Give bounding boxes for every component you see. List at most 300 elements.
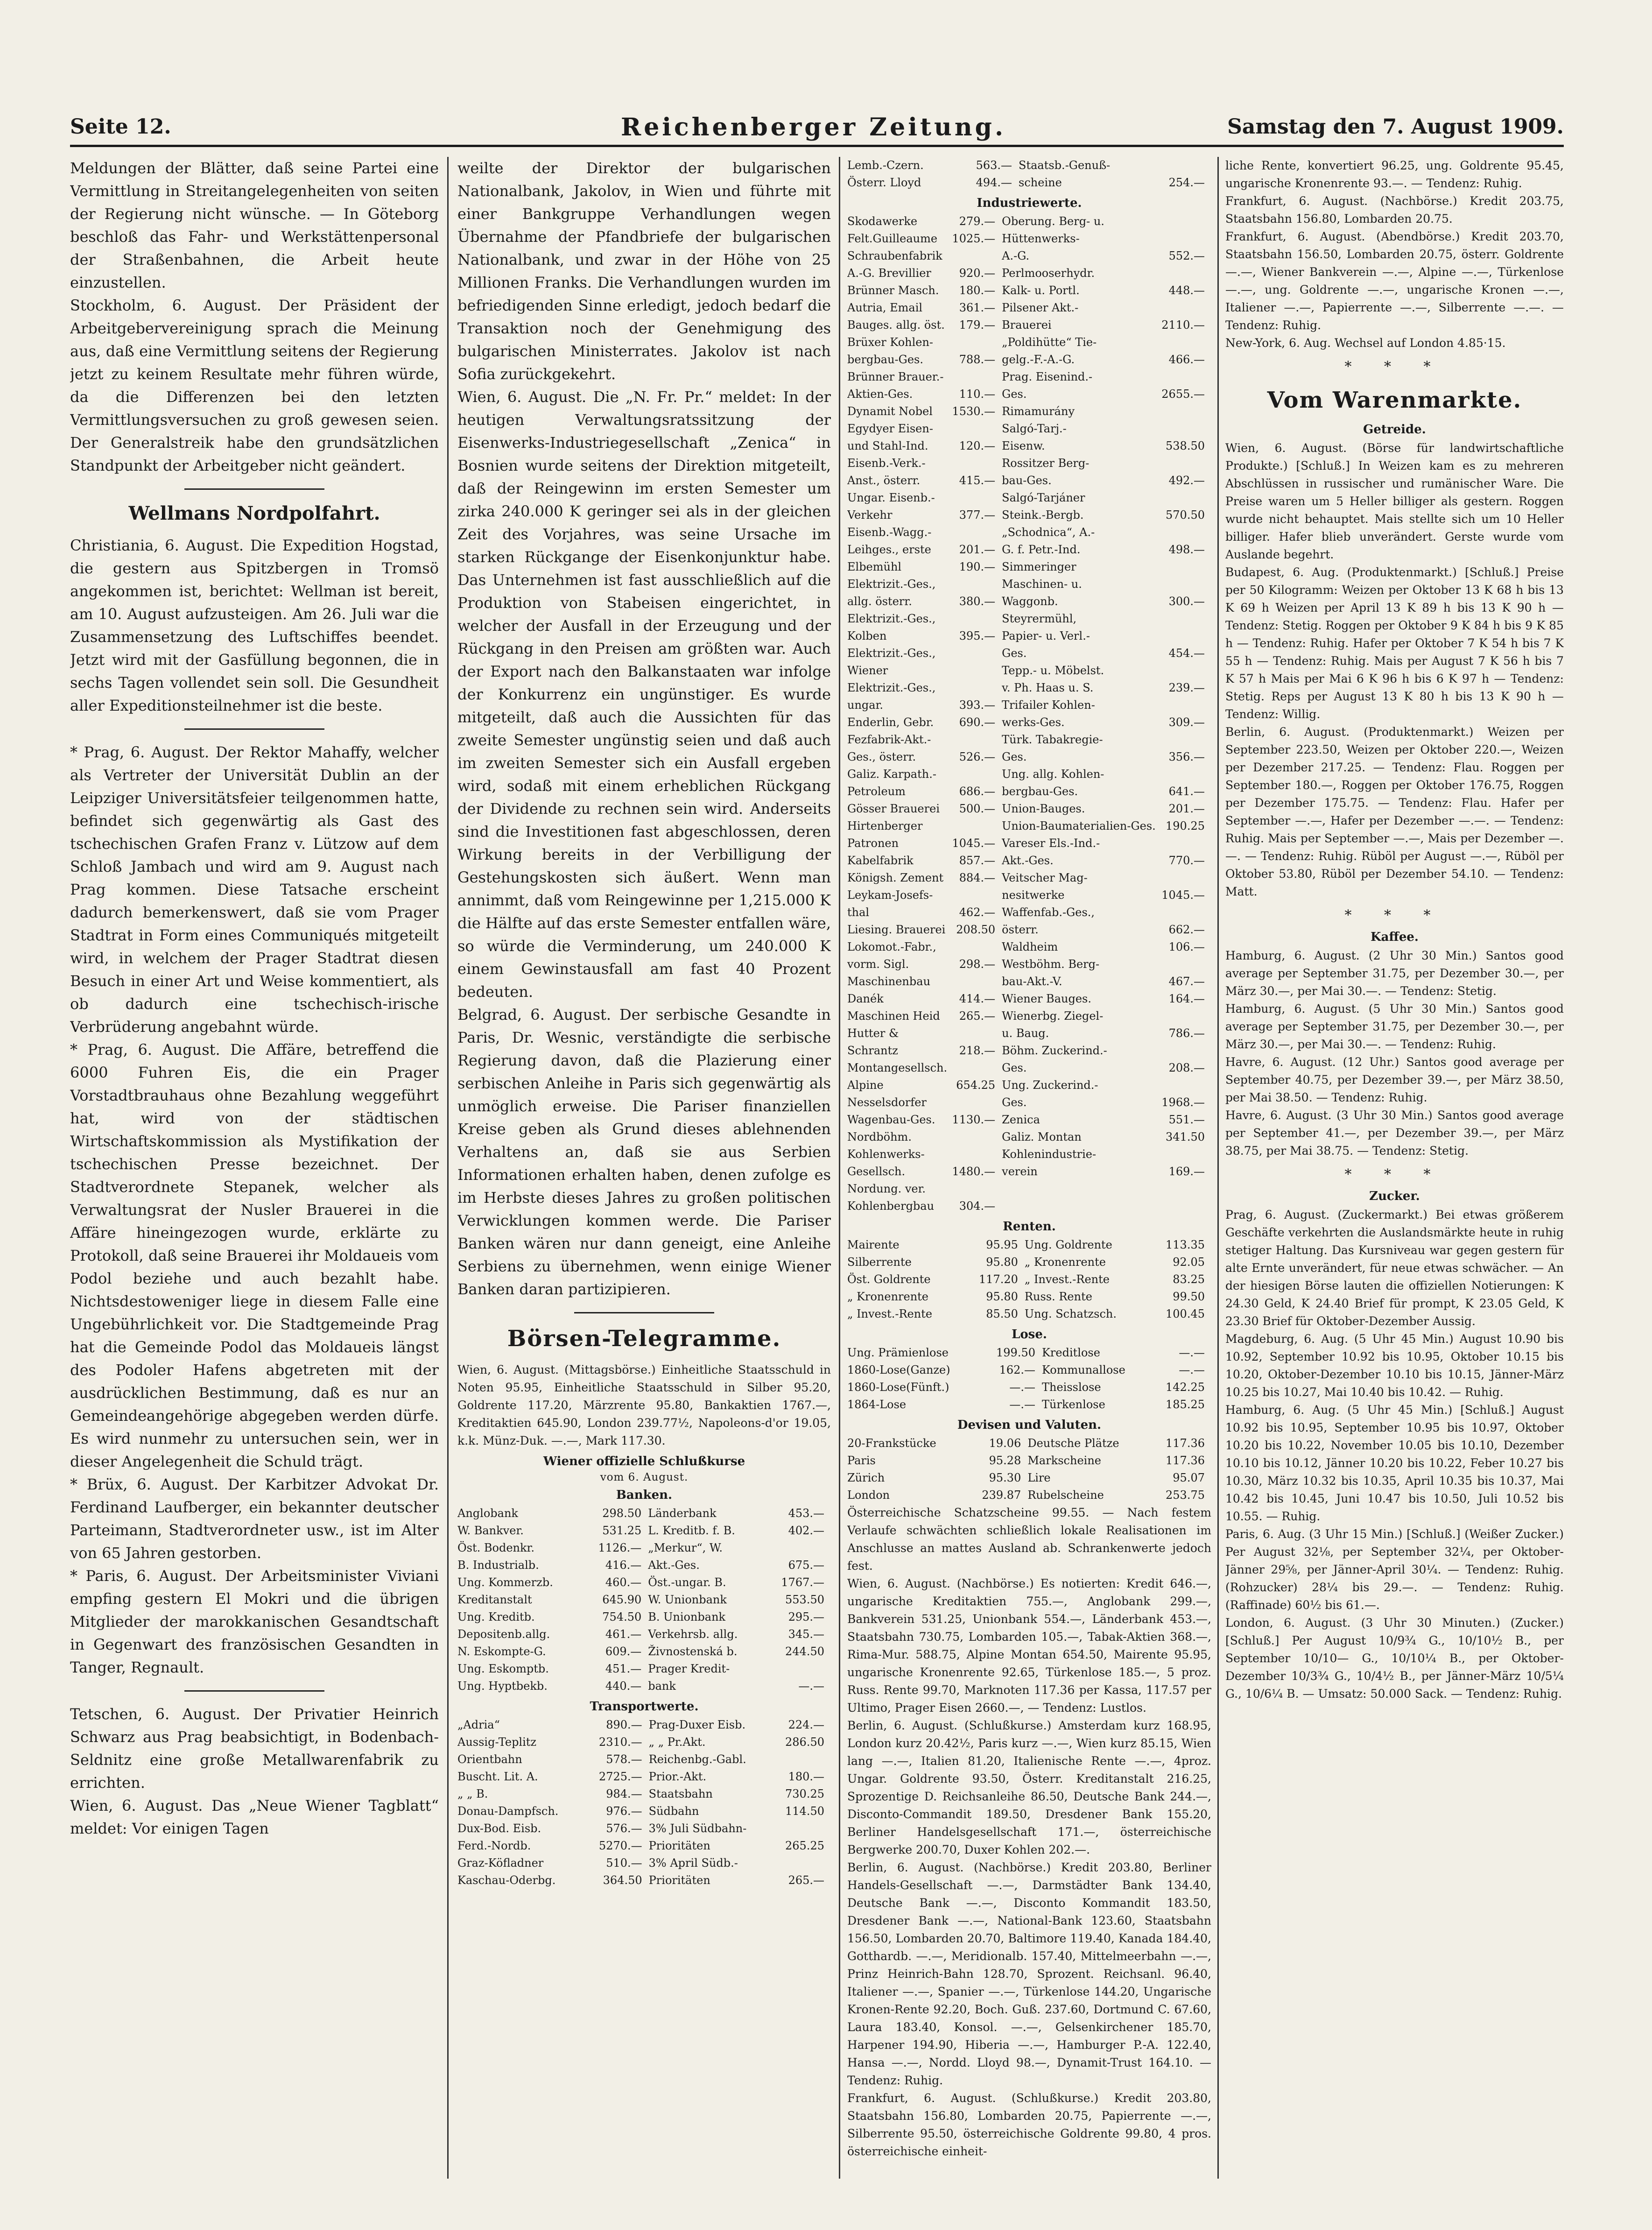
- security-name: B. Industrialb.: [457, 1559, 539, 1572]
- security-name: u. Baug.: [1002, 1027, 1049, 1040]
- table-heading: Industriewerte.: [977, 196, 1082, 210]
- table-row: [847, 541, 1211, 558]
- security-name: Autria, Email: [847, 301, 923, 314]
- security-name: Maschinen- u.: [1002, 578, 1082, 591]
- security-quote: 884.—: [959, 871, 996, 884]
- article-paragraph: Belgrad, 6. August. Der serbische Gesandte in Paris, Dr. Wesnic, verständigte die serbische Regierung davon, daß die Plazierung einer serbischen Anleihe in Paris sich gegenwärtig als unmöglich erweise. Die Pariser finanziellen Kreise geben als Grund dieses ablehnenden Verhaltens an, daß sie aus Serbien Informationen erhalten haben, denen zufolge es im Herbste dieses Jahres zu großen politischen Verwicklungen kommen werde. Die Pariser Banken wären nur dann geneigt, eine Anleihe Serbiens zu übernehmen, wenn einige Wiener Banken daran partizipieren.: [457, 1006, 831, 1298]
- security-name: Salgó-Tarj.-: [1002, 422, 1067, 435]
- security-name: Enderlin, Gebr.: [847, 716, 934, 729]
- table-row: [847, 247, 1211, 265]
- table-row: [847, 174, 1211, 191]
- security-quote: [1160, 766, 1211, 783]
- table-row: [457, 1626, 831, 1643]
- security-name: Donau-Dampfsch.: [457, 1805, 559, 1818]
- table-row: [847, 1236, 1211, 1254]
- security-name: Liesing. Brauerei: [847, 923, 946, 936]
- security-quote: [1160, 869, 1211, 887]
- security-name: und Stahl-Ind.: [847, 439, 928, 452]
- section-rule: [574, 1312, 714, 1313]
- security-quote: 201.—: [1168, 802, 1205, 815]
- security-name: Alpine: [847, 1079, 884, 1092]
- section-rule: [184, 728, 324, 730]
- security-name: Prag-Duxer Eisb.: [648, 1718, 746, 1731]
- table-row: [847, 731, 1211, 748]
- issue-date: Samstag den 7. August 1909.: [1227, 115, 1564, 139]
- security-quote: 609.—: [605, 1645, 642, 1658]
- table-row: [847, 800, 1211, 818]
- security-quote: —.—: [1009, 1398, 1035, 1411]
- table-row: [847, 1362, 1211, 1379]
- security-quote: [951, 524, 1002, 541]
- security-quote: 500.—: [959, 802, 996, 815]
- security-quote: [951, 1059, 1002, 1077]
- security-name: Öst. Goldrente: [847, 1273, 931, 1286]
- security-quote: 218.—: [959, 1044, 996, 1057]
- table-row: [847, 558, 1211, 576]
- security-quote: 1045.—: [1161, 889, 1205, 902]
- security-name: Wiener: [847, 664, 888, 677]
- security-name: Buscht. Lit. A.: [457, 1770, 538, 1783]
- security-name: Union-Bauges.: [1002, 802, 1085, 815]
- security-name: Gösser Brauerei: [847, 802, 940, 815]
- security-name: Patronen: [847, 837, 899, 850]
- security-quote: 492.—: [1168, 474, 1205, 487]
- security-name: Pilsener Akt.-: [1002, 301, 1079, 314]
- table-row: [847, 213, 1211, 230]
- table-row: [847, 1025, 1211, 1042]
- security-quote: 662.—: [1168, 923, 1205, 936]
- market-report: Frankfurt, 6. August. (Nachbörse.) Kredit 203.75, Staatsbahn 156.80, Lombarden 20.75.: [1225, 194, 1564, 226]
- section-heading: Wellmans Nordpolfahrt.: [128, 502, 380, 524]
- table-row: [847, 403, 1211, 420]
- security-quote: —.—: [1179, 1346, 1205, 1359]
- table-heading: Devisen und Valuten.: [957, 1418, 1102, 1432]
- security-name: Öst.-ungar. B.: [648, 1576, 726, 1589]
- security-quote: 440.—: [605, 1680, 642, 1693]
- security-quote: [951, 662, 1002, 679]
- security-name: Salgó-Tarjáner: [1002, 491, 1085, 504]
- security-quote: 551.—: [1168, 1113, 1205, 1126]
- security-quote: [1160, 1008, 1211, 1025]
- security-name: Aussig-Teplitz: [457, 1736, 537, 1749]
- security-quote: —.—: [1009, 1381, 1035, 1394]
- table-heading: Transportwerte.: [590, 1700, 699, 1714]
- security-name: Kreditlose: [1042, 1346, 1100, 1359]
- table-row: [847, 939, 1211, 956]
- security-name: Egydyer Eisen-: [847, 422, 933, 435]
- security-name: Schrantz: [847, 1044, 898, 1057]
- security-quote: [1160, 1180, 1211, 1198]
- security-name: Ung. Schatzsch.: [1024, 1307, 1117, 1320]
- security-name: Paris: [847, 1454, 876, 1467]
- security-quote: 190.25: [1166, 819, 1205, 833]
- security-name: Türkenlose: [1042, 1398, 1105, 1411]
- table-row: [457, 1855, 831, 1872]
- security-quote: 641.—: [1168, 785, 1205, 798]
- security-name: „Poldihütte“ Tie-: [1002, 336, 1097, 349]
- table-row: [847, 714, 1211, 731]
- table-row: [847, 489, 1211, 507]
- security-name: Dynamit Nobel: [847, 405, 933, 418]
- table-row: [847, 230, 1211, 247]
- table-row: [847, 697, 1211, 714]
- security-quote: 402.—: [788, 1524, 824, 1537]
- security-name: Živnostenská b.: [648, 1645, 738, 1658]
- security-name: Maschinenbau: [847, 975, 931, 988]
- security-name: Kommunallose: [1042, 1363, 1125, 1376]
- security-quote: 279.—: [959, 215, 996, 228]
- table-row: [847, 1094, 1211, 1111]
- security-quote: 117.36: [1166, 1454, 1205, 1467]
- security-quote: 454.—: [1168, 647, 1205, 660]
- security-name: Rubelscheine: [1027, 1489, 1104, 1502]
- security-quote: 162.—: [999, 1363, 1035, 1376]
- article-paragraph: Wien, 6. August. Die „N. Fr. Pr.“ meldet: In der heutigen Verwaltungsratssitzung der Eisenwerks-Industriegesellschaft „Zenica“ in Bosnien wurde seitens der Direktion mitgeteilt, daß der Reingewinn im ersten Semester um zirka 240.000 K geringer sei als in der gleichen Zeit des Vorjahres, was seine Ursache im starken Rückgange der Eisenkonjunktur habe. Das Unternehmen ist fast ausschließlich auf die Produktion von Stabeisen eingerichtet, in welcher der Ausfall in der Erzeugung und der Rückgang in den Preisen am größten war. Auch der Export nach den Balkanstaaten war infolge der Konkurrenz ein ungünstiger. Es wurde mitgeteilt, daß auch die Aussichten für das zweite Semester ungünstig seien und daß auch im zweiten Semester sich ein Ausfall ergeben wird, sodaß mit einem erheblichen Rückgang der Dividende zu rechnen sein wird. Anderseits sind die Investitionen fast abgeschlossen, deren Wirkung bereits in der Verbilligung der Gestehungskosten sich äußert. Wenn man annimmt, daß vom Reingewinne per 1,215.000 K die Hälfte auf das erste Semester entfallen wäre, so würde die Verminderung, um 240.000 K einem Gewinstausfall am fast 40 Prozent bedeuten.: [457, 388, 831, 1001]
- market-report: liche Rente, konvertiert 96.25, ung. Goldrente 95.45, ungarische Kronenrente 93.—. — Tendenz: Ruhig.: [1225, 159, 1564, 190]
- security-name: Waggonb.: [1002, 595, 1058, 608]
- security-name: vorm. Sigl.: [847, 958, 909, 971]
- security-quote: 686.—: [959, 785, 996, 798]
- security-name: „ Kronenrente: [847, 1290, 929, 1303]
- security-quote: 254.—: [1168, 176, 1205, 189]
- security-name: Waffenfab.-Ges.,: [1002, 906, 1095, 919]
- security-name: Simmeringer: [1002, 560, 1076, 573]
- security-name: B. Unionbank: [648, 1610, 726, 1623]
- security-name: gelg.-F.-A.-G.: [1002, 353, 1075, 366]
- table-row: [847, 1344, 1211, 1362]
- security-name: „ Invest.-Rente: [1024, 1273, 1110, 1286]
- section-rule: [184, 1690, 324, 1692]
- security-name: Kabelfabrik: [847, 854, 914, 867]
- article-paragraph: Tetschen, 6. August. Der Privatier Heinrich Schwarz aus Prag beabsichtigt, in Bodenbach-Seldnitz eine große Metallwarenfabrik zu errichten.: [70, 1705, 439, 1792]
- security-quote: 345.—: [788, 1628, 824, 1641]
- security-name: Öst. Bodenkr.: [457, 1541, 535, 1554]
- table-row: [847, 524, 1211, 541]
- security-quote: 199.50: [996, 1346, 1035, 1359]
- security-name: Waldheim: [1002, 940, 1058, 953]
- security-name: Dux-Bod. Eisb.: [457, 1822, 541, 1835]
- security-name: Nordung. ver.: [847, 1182, 926, 1195]
- security-name: Zürich: [847, 1471, 885, 1484]
- security-name: L. Kreditb. f. B.: [648, 1524, 735, 1537]
- security-name: Ges., österr.: [847, 750, 916, 763]
- security-name: „ Kronenrente: [1024, 1256, 1106, 1269]
- table-row: [847, 1077, 1211, 1094]
- table-row: [847, 904, 1211, 921]
- security-quote: 414.—: [959, 992, 996, 1005]
- security-name: nesitwerke: [1002, 889, 1065, 902]
- table-row: [847, 593, 1211, 610]
- column-2: [457, 157, 831, 2179]
- security-quote: [951, 1129, 1002, 1146]
- security-quote: [1160, 1077, 1211, 1094]
- security-name: Mairente: [847, 1238, 900, 1251]
- security-quote: 531.25: [602, 1524, 642, 1537]
- table-row: [847, 1288, 1211, 1306]
- security-name: Türk. Tabakregie-: [1002, 733, 1103, 746]
- security-name: Oberung. Berg- u.: [1002, 215, 1104, 228]
- security-quote: 770.—: [1168, 854, 1205, 867]
- table-row: [847, 317, 1211, 334]
- article-paragraph: * Brüx, 6. August. Der Karbitzer Advokat Dr. Ferdinand Laufberger, ein bekannter deutscher Parteimann, Stadtverordneter usw., ist im Alter von 65 Jahren gestorben.: [70, 1475, 439, 1562]
- quote-table-transport: [457, 1716, 831, 1889]
- security-name: Danék: [847, 992, 884, 1005]
- security-name: Kreditanstalt: [457, 1593, 532, 1606]
- security-quote: 85.50: [986, 1307, 1018, 1320]
- security-quote: 563.—: [976, 159, 1012, 172]
- security-quote: [766, 1539, 831, 1557]
- security-quote: [951, 766, 1002, 783]
- security-quote: [1151, 157, 1212, 174]
- security-quote: [951, 420, 1002, 438]
- table-row: [457, 1539, 831, 1557]
- market-report: Frankfurt, 6. August. (Abendbörse.) Kredit 203.70, Staatsbahn 156.50, Lombarden 20.75, österr. Goldrente —.—, Wiener Bankverein —.—, Alpine —.—, Türkenlose —.—, ung. Goldrente —.—, ungarische Kronen —.—, Italiener —.—, Papierrente —.—, Silberrente —.—. — Tendenz: Ruhig.: [1225, 230, 1564, 332]
- security-quote: [951, 610, 1002, 628]
- page-number: Seite 12.: [70, 115, 171, 139]
- table-row: [457, 1505, 831, 1522]
- security-name: Reichenbg.-Gabl.: [648, 1753, 746, 1766]
- security-name: Deutsche Plätze: [1027, 1437, 1119, 1450]
- security-quote: [1160, 576, 1211, 593]
- security-name: Ung. Eskomptb.: [457, 1662, 549, 1675]
- security-quote: 224.—: [788, 1718, 824, 1731]
- table-row: [457, 1591, 831, 1609]
- subsection-heading: Getreide.: [1363, 423, 1426, 437]
- security-quote: [773, 1855, 831, 1872]
- market-report: London, 6. August. (3 Uhr 30 Minuten.) (Zucker.) [Schluß.] Per August 10/9¾ G., 10/10½ B., per September 10/10— G., 10/10¼ B., per Oktober-Dezember 10/3¾ G., 10/4½ B., per Jänner-März 10/5¼ G., 10/6¼ B. — Umsatz: 50.000 Sack. — Tendenz: Ruhig.: [1225, 1616, 1564, 1701]
- security-quote: 110.—: [959, 388, 996, 401]
- security-quote: 857.—: [959, 854, 996, 867]
- security-quote: 890.—: [606, 1718, 642, 1731]
- security-name: Theisslose: [1042, 1381, 1101, 1394]
- security-quote: [1160, 731, 1211, 748]
- market-report: Paris, 6. Aug. (3 Uhr 15 Min.) [Schluß.] (Weißer Zucker.) Per August 32⅛, per September 32¼, per Oktober-Jänner 29⅝, per Jänner-April 30¼. — Tendenz: Ruhig. (Rohzucker) 28¼ bis 29.—. — Tendenz: Ruhig. (Raffinade) 60½ bis 61.—.: [1225, 1527, 1564, 1612]
- security-quote: [951, 334, 1002, 351]
- table-row: [847, 628, 1211, 645]
- quote-table-top: [847, 157, 1211, 191]
- security-name: bank: [648, 1680, 676, 1693]
- table-row: [847, 1435, 1211, 1452]
- quote-table-renten: [847, 1236, 1211, 1323]
- security-quote: 380.—: [959, 595, 996, 608]
- security-quote: 295.—: [788, 1610, 824, 1623]
- security-name: 1860-Lose(Ganze): [847, 1363, 950, 1376]
- security-name: Prioritäten: [648, 1874, 710, 1887]
- security-name: A.-G.: [1002, 249, 1030, 262]
- security-quote: 120.—: [959, 439, 996, 452]
- security-name: 1860-Lose(Fünft.): [847, 1381, 949, 1394]
- security-name: 3% April Südb.-: [648, 1856, 738, 1870]
- security-name: thal: [847, 906, 870, 919]
- security-quote: 645.90: [602, 1593, 642, 1606]
- security-quote: —.—: [798, 1680, 824, 1693]
- security-name: Veitscher Mag-: [1002, 871, 1088, 884]
- table-row: [457, 1768, 831, 1785]
- security-name: „ „ B.: [457, 1787, 488, 1800]
- market-report: Budapest, 6. Aug. (Produktenmarkt.) [Schluß.] Preise per 50 Kilogramm: Weizen per Oktober 13 K 68 h bis 13 K 69 h Weizen per April 13 K 89 h bis 13 K 90 h — Tendenz: Stetig. Roggen per Oktober 9 K 84 h bis 9 K 85 h — Tendenz: Ruhig. Hafer per Oktober 7 K 54 h bis 7 K 55 h — Tendenz: Ruhig. Mais per August 7 K 56 h bis 7 K 57 h Mais per Mai 6 K 96 h bis 6 K 97 h — Tendenz: Stetig. Reps per August 13 K 80 h bis 13 K 90 h — Tendenz: Willig.: [1225, 565, 1564, 721]
- security-quote: 1130.—: [952, 1113, 996, 1126]
- table-row: [847, 818, 1211, 835]
- security-quote: 92.05: [1173, 1256, 1205, 1269]
- table-row: [847, 1111, 1211, 1129]
- security-name: [1002, 1198, 1160, 1215]
- table-row: [457, 1643, 831, 1660]
- table-row: [847, 921, 1211, 939]
- security-quote: [1160, 213, 1211, 230]
- security-name: Steyrermühl,: [1002, 612, 1077, 625]
- table-row: [457, 1716, 831, 1734]
- security-quote: 341.50: [1166, 1130, 1205, 1143]
- security-name: bergbau-Ges.: [1002, 785, 1078, 798]
- table-row: [847, 1396, 1211, 1413]
- security-quote: [1160, 489, 1211, 507]
- table-row: [847, 1146, 1211, 1163]
- security-quote: 117.36: [1166, 1437, 1205, 1450]
- security-name: Orientbahn: [457, 1753, 522, 1766]
- column-divider: [447, 157, 449, 2179]
- table-row: [847, 368, 1211, 386]
- security-quote: [1160, 524, 1211, 541]
- table-row: [847, 438, 1211, 455]
- security-quote: [1160, 334, 1211, 351]
- security-name: Verkehrsb. allg.: [648, 1628, 738, 1641]
- security-name: Ges.: [1002, 388, 1027, 401]
- market-report: Hamburg, 6. Aug. (5 Uhr 45 Min.) [Schluß.] August 10.92 bis 10.95, September 10.95 bis 10.97, Oktober 10.20 bis 10.22, November 10.05 bis 10.10, Dezember 10.10 bis 10.12, Jänner 10.20 bis 10.22, Feber 10.27 bis 10.30, März 10.32 bis 10.35, April 10.35 bis 10.37, Mai 10.42 bis 10.45, Juni 10.47 bis 10.50, Juli 10.52 bis 10.55. — Ruhig.: [1225, 1403, 1564, 1523]
- security-quote: 5270.—: [598, 1839, 642, 1852]
- security-name: Österr. Lloyd: [847, 176, 921, 189]
- table-row: [847, 334, 1211, 351]
- security-name: Maschinen Heid: [847, 1009, 940, 1023]
- security-quote: 208.50: [956, 923, 996, 936]
- table-row: [847, 351, 1211, 368]
- security-quote: 265.25: [785, 1839, 824, 1852]
- security-quote: [1160, 1146, 1211, 1163]
- security-quote: 304.—: [959, 1200, 996, 1213]
- table-row: [847, 990, 1211, 1008]
- security-name: Verkehr: [847, 508, 893, 522]
- security-name: Petroleum: [847, 785, 906, 798]
- security-quote: 265.—: [788, 1874, 824, 1887]
- security-quote: 114.50: [785, 1805, 824, 1818]
- security-name: Kohlenindustrie-: [1002, 1148, 1097, 1161]
- security-quote: [1160, 904, 1211, 921]
- table-row: [847, 1254, 1211, 1271]
- security-quote: 984.—: [606, 1787, 642, 1800]
- security-quote: [1160, 610, 1211, 628]
- security-name: Ung. Goldrente: [1024, 1238, 1112, 1251]
- security-quote: 298.50: [602, 1507, 642, 1520]
- article-paragraph: Stockholm, 6. August. Der Präsident der Arbeitgebervereinigung sprach die Meinung aus, daß eine Vermittlung seitens der Regierung jetzt zu keinem Resultate mehr führen würde, da die Differenzen bei den letzten Vermittlungsversuchen zu groß gewesen seien. Der Generalstreik habe den grundsätzlichen Standpunkt der Arbeitgeber nicht geändert.: [70, 296, 439, 474]
- security-quote: [951, 455, 1002, 472]
- security-quote: [951, 1146, 1002, 1163]
- security-quote: 976.—: [606, 1805, 642, 1818]
- security-name: „ Invest.-Rente: [847, 1307, 933, 1320]
- market-report: Berlin, 6. August. (Produktenmarkt.) Weizen per September 223.50, Weizen per Oktober 220.—, Weizen per Dezember 217.25. — Tendenz: Flau. Roggen per September 180.—, Roggen per Oktober 176.75, Roggen per Dezember 175.75. — Tendenz: Flau. Hafer per September —.—, Hafer per Dezember —.—. — Tendenz: Ruhig. Mais per September —.—, Mais per Dezember —.—. — Tendenz: Ruhig. Rüböl per August —.—, Rüböl per Oktober 53.80, Rüböl per Dezember 54.10. — Tendenz: Matt.: [1225, 725, 1564, 898]
- column-divider: [839, 157, 840, 2179]
- security-quote: [951, 645, 1002, 662]
- table-row: [847, 887, 1211, 904]
- security-quote: 244.50: [785, 1645, 824, 1658]
- security-name: allg. österr.: [847, 595, 912, 608]
- security-quote: [1160, 1042, 1211, 1059]
- security-quote: 415.—: [959, 474, 996, 487]
- article-paragraph: Meldungen der Blätter, daß seine Partei eine Vermittlung in Streitangelegenheiten von seiten der Regierung nicht wünsche. — In Göteborg beschloß das Fahr- und Werkstättenpersonal der Straßenbahnen, die Arbeit heute einzustellen.: [70, 159, 439, 291]
- table-row: [847, 956, 1211, 973]
- table-row: [457, 1678, 831, 1695]
- section-stars: * * *: [1344, 907, 1445, 924]
- security-quote: 448.—: [1168, 284, 1205, 297]
- quote-table-banken: [457, 1505, 831, 1695]
- security-quote: 466.—: [1168, 353, 1205, 366]
- security-quote: 1025.—: [952, 232, 996, 245]
- security-quote: 239.87: [982, 1489, 1021, 1502]
- security-quote: 2655.—: [1161, 388, 1205, 401]
- table-row: [457, 1522, 831, 1539]
- security-name: Ges.: [1002, 1061, 1027, 1074]
- security-quote: 461.—: [605, 1628, 642, 1641]
- security-name: Ung. Prämienlose: [847, 1346, 949, 1359]
- security-name: Elektrizit.-Ges.,: [847, 578, 936, 591]
- security-name: Prioritäten: [648, 1839, 710, 1852]
- security-name: Union-Baumaterialien-Ges.: [1002, 819, 1156, 833]
- security-name: Eisenb.-Verk.-: [847, 457, 926, 470]
- security-quote: 1045.—: [952, 837, 996, 850]
- security-quote: 179.—: [959, 318, 996, 332]
- security-name: Tepp.- u. Möbelst.: [1002, 664, 1104, 677]
- column-3: [847, 157, 1211, 2179]
- security-quote: 142.25: [1166, 1381, 1205, 1394]
- table-heading: Renten.: [1003, 1220, 1056, 1234]
- security-quote: 920.—: [959, 267, 996, 280]
- newspaper-page: [70, 112, 1564, 2185]
- market-report: Wien, 6. August. (Börse für landwirtschaftliche Produkte.) [Schluß.] In Weizen kam es zu mehreren Abschlüssen in russischer und rumänischer Ware. Die Preise waren um 5 Heller billiger als gestern. Roggen wurde nicht behauptet. Mais stellte sich um 10 Heller billiger. Hafer blieb unverändert. Gerste wurde vom Auslande begehrt.: [1225, 441, 1564, 561]
- security-quote: [951, 939, 1002, 956]
- security-quote: [1160, 299, 1211, 317]
- security-name: verein: [1002, 1165, 1038, 1178]
- table-row: [847, 507, 1211, 524]
- security-name: Ges.: [1002, 750, 1027, 763]
- table-row: [847, 1180, 1211, 1198]
- security-quote: 1480.—: [952, 1165, 996, 1178]
- security-name: Wiener Bauges.: [1002, 992, 1091, 1005]
- section-heading-boersen: Börsen-Telegramme.: [507, 1326, 781, 1352]
- security-quote: 298.—: [959, 958, 996, 971]
- security-quote: 185.25: [1166, 1398, 1205, 1411]
- security-quote: 570.50: [1166, 508, 1205, 522]
- table-row: [847, 1469, 1211, 1487]
- market-report: Wien, 6. August. (Nachbörse.) Es notierten: Kredit 646.—, ungarische Kreditaktien 755.—, Anglobank 299.—, Bankverein 531.25, Unionbank 554.—, Länderbank 453.—, Staatsbahn 730.75, Lombarden 105.—, Tabak-Aktien 368.—, Rima-Mur. 588.75, Alpine Montan 654.50, Mairente 95.95, ungarische Kronenrente 92.65, Türkenlose 185.—, 5 proz. Russ. Rente 99.70, Marknoten 117.36 per Kassa, 117.57 per Ultimo, Prager Eisen 2660.—, — Tendenz: Lustlos.: [847, 1577, 1211, 1715]
- security-name: Silberrente: [847, 1256, 912, 1269]
- market-report: Österreichische Schatzscheine 99.55. — Nach festem Verlaufe schwächten schließlich lokale Realisationen im Anschlusse an mattes Ausland ab. Schrankenwerte jedoch fest.: [847, 1506, 1211, 1573]
- security-name: Anst., österr.: [847, 474, 921, 487]
- article-paragraph: weilte der Direktor der bulgarischen Nationalbank, Jakolov, in Wien und führte mit einer Bankgruppe Verhandlungen wegen Übernahme der Pfandbriefe der bulgarischen Nationalbank, und zwar in der Höhe von 25 Millionen Franks. Die Verhandlungen wurden im befriedigenden Sinne erledigt, jedoch bedarf die Transaktion noch der Genehmigung des bulgarischen Ministerrates. Jakolov ist nach Sofia zurückgekehrt.: [457, 159, 831, 383]
- security-name: 3% Juli Südbahn-: [648, 1822, 747, 1835]
- table-heading: Banken.: [616, 1488, 673, 1502]
- security-name: Fezfabrik-Akt.-: [847, 733, 931, 746]
- table-row: [847, 835, 1211, 852]
- security-name: Galiz. Karpath.-: [847, 768, 936, 781]
- security-name: Südbahn: [648, 1805, 699, 1818]
- security-name: bergbau-Ges.: [847, 353, 923, 366]
- security-quote: 2110.—: [1161, 318, 1205, 332]
- security-name: Brünner Brauer.-: [847, 370, 944, 383]
- table-row: [847, 1306, 1211, 1323]
- table-row: [847, 783, 1211, 800]
- security-name: Lemb.-Czern.: [847, 159, 924, 172]
- security-quote: 95.30: [989, 1471, 1021, 1484]
- security-quote: 510.—: [606, 1856, 642, 1870]
- security-name: Eisenb.-Wagg.-: [847, 526, 932, 539]
